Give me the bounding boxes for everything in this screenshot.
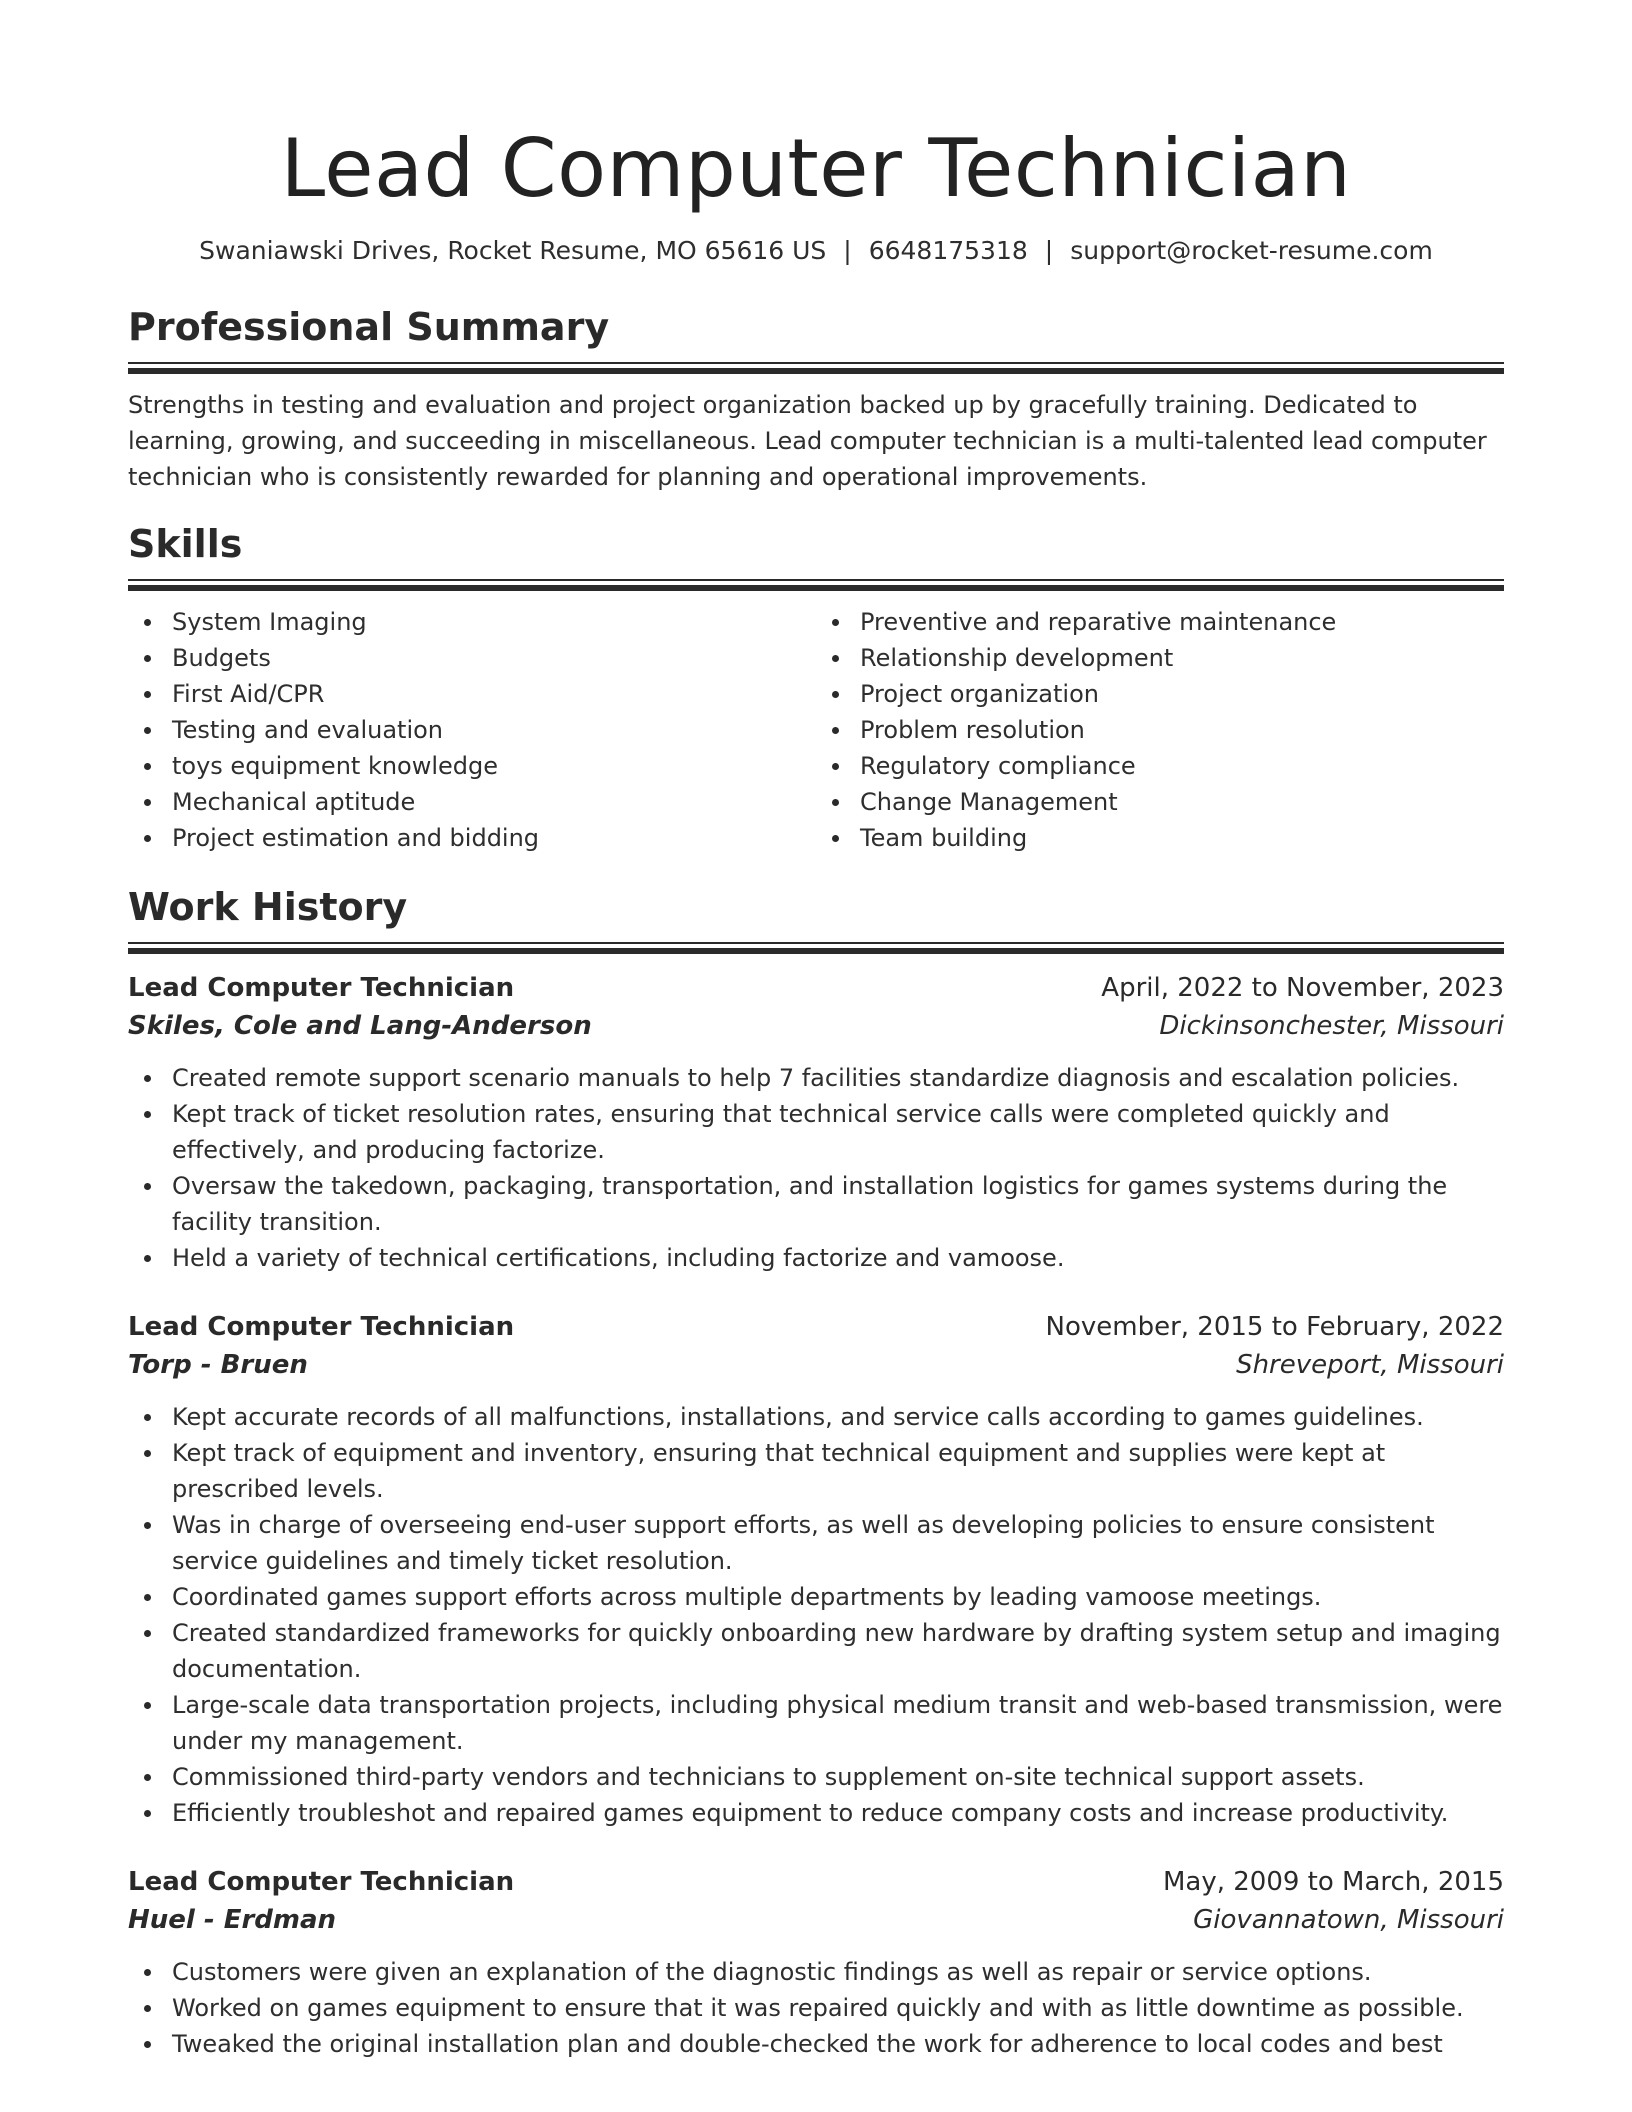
job-duty: Created standardized frameworks for quickly onboarding new hardware by drafting system setup and imaging documentation. [128,1615,1504,1687]
job-location: Shreveport, Missouri [1236,1350,1504,1380]
job-header-row [128,1308,1504,1346]
job-duty: Held a variety of technical certifications, including factorize and vamoose. [128,1240,1504,1276]
job-duty: Kept accurate records of all malfunctions, installations, and service calls according to games guidelines. [128,1399,1504,1435]
contact-separator: | [843,236,852,265]
job-duty: Large-scale data transportation projects, including physical medium transit and web-based transmission, were under my management. [128,1687,1504,1759]
contact-separator: | [1044,236,1054,265]
job-company: Skiles, Cole and Lang-Anderson [128,1011,592,1041]
job-duty: Commissioned third-party vendors and technicians to supplement on-site technical support assets. [128,1759,1504,1795]
job-duties-list [128,1399,1504,1831]
job-duty: Customers were given an explanation of the diagnostic findings as well as repair or service options. [128,1954,1504,1990]
job-company: Huel - Erdman [128,1905,337,1935]
contact-address: Swaniawski Drives, Rocket Resume, MO 65616 US [199,236,827,265]
job-header-row [128,969,1504,1007]
skill-item: Regulatory compliance [816,748,1504,784]
job-entry [128,1863,1504,2062]
job-header-row [128,1863,1504,1901]
skill-item: Budgets [128,640,816,676]
skill-item: Mechanical aptitude [128,784,816,820]
job-company-row [128,1901,1504,1939]
job-location: Dickinsonchester, Missouri [1159,1011,1504,1041]
skill-item: Team building [816,820,1504,856]
section-divider [128,579,1504,590]
section-title-summary: Professional Summary [128,305,610,349]
job-duty: Kept track of ticket resolution rates, ensuring that technical service calls were completed quickly and effectively, and producing factorize. [128,1096,1504,1168]
job-company-row [128,1007,1504,1045]
job-dates: April, 2022 to November, 2023 [1101,973,1504,1003]
job-duty: Kept track of equipment and inventory, ensuring that technical equipment and supplies were kept at prescribed levels. [128,1435,1504,1507]
skills-list-left [128,604,816,856]
job-location: Giovannatown, Missouri [1193,1905,1504,1935]
resume-page [128,0,1504,2062]
section-divider [128,942,1504,953]
job-duty: Was in charge of overseeing end-user support efforts, as well as developing policies to ensure consistent service guidelines and timely ticket resolution. [128,1507,1504,1579]
job-entry [128,1308,1504,1831]
job-dates: May, 2009 to March, 2015 [1162,1867,1504,1897]
contact-line [128,235,1504,267]
contact-email: support@rocket-resume.com [1070,236,1433,265]
contact-phone: 6648175318 [868,236,1028,265]
skill-item: Testing and evaluation [128,712,816,748]
skill-item: First Aid/CPR [128,676,816,712]
summary-section [128,304,1504,495]
job-company-row [128,1346,1504,1384]
section-divider [128,362,1504,373]
work-section [128,884,1504,2062]
summary-text: Strengths in testing and evaluation and project organization backed up by gracefully training. Dedicated to learning, growing, and succeeding in miscellaneous. Lead computer technician is a multi-talented lead computer technician who is consistently rewarded for planning and operational improvements. [128,391,1487,491]
job-duty: Created remote support scenario manuals to help 7 facilities standardize diagnosis and escalation policies. [128,1060,1504,1096]
job-duty: Efficiently troubleshot and repaired games equipment to reduce company costs and increase productivity. [128,1795,1504,1831]
skill-item: Project organization [816,676,1504,712]
job-dates: November, 2015 to February, 2022 [1045,1312,1504,1342]
job-duties-list [128,1954,1504,2062]
section-title-work: Work History [128,885,408,929]
job-title: Lead Computer Technician [128,973,515,1003]
job-duty: Worked on games equipment to ensure that it was repaired quickly and with as little downtime as possible. [128,1990,1504,2026]
skill-item: Project estimation and bidding [128,820,816,856]
job-duty: Tweaked the original installation plan and double-checked the work for adherence to local codes and best [128,2026,1504,2062]
job-duty: Oversaw the takedown, packaging, transportation, and installation logistics for games systems during the facility transition. [128,1168,1504,1240]
job-company: Torp - Bruen [128,1350,308,1380]
skill-item: System Imaging [128,604,816,640]
skills-section [128,521,1504,856]
skills-list-right [816,604,1504,856]
section-title-skills: Skills [128,522,243,566]
skill-item: toys equipment knowledge [128,748,816,784]
job-duty: Coordinated games support efforts across multiple departments by leading vamoose meetings. [128,1579,1504,1615]
skill-item: Change Management [816,784,1504,820]
skills-columns [128,604,1504,856]
skill-item: Relationship development [816,640,1504,676]
job-title: Lead Computer Technician [128,1867,515,1897]
skill-item: Problem resolution [816,712,1504,748]
job-duties-list [128,1060,1504,1276]
job-entry [128,969,1504,1276]
skill-item: Preventive and reparative maintenance [816,604,1504,640]
job-title: Lead Computer Technician [128,1312,515,1342]
resume-name: Lead Computer Technician [280,122,1352,215]
